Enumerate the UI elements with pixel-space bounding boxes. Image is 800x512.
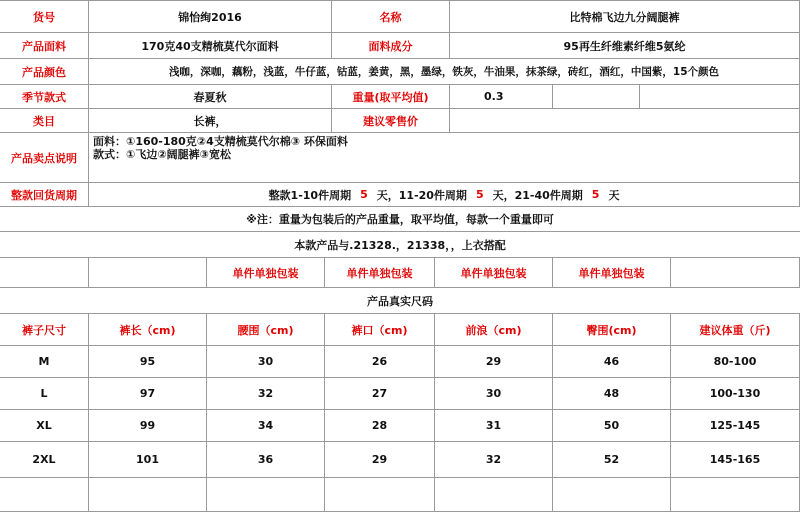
packaging-note: 单件单独包装 [325,258,435,287]
size-cell: 101 [89,442,207,477]
row-category [0,109,800,133]
size-cell: 28 [325,410,435,441]
value-selling-points [89,133,800,182]
empty-cell [0,258,89,287]
label-product-name: 名称 [332,1,450,32]
label-retail-price: 建议零售价 [332,109,450,132]
weight-note: ※注：重量为包装后的产品重量，取平均值，每款一个重量即可 [246,213,554,226]
size-cell: 95 [89,346,207,377]
row-item-number [0,0,800,33]
match-note: 本款产品与.21328.，21338，，上衣搭配 [294,238,506,252]
size-cell: 36 [207,442,325,477]
row-note [0,207,800,232]
size-cell: 125-145 [671,410,800,441]
size-header: 裤口（cm) [325,314,435,345]
size-header: 腰围（cm) [207,314,325,345]
size-cell: L [0,378,89,409]
size-cell: 2XL [0,442,89,477]
lead-time-days-3: 5 [591,188,600,201]
row-season [0,85,800,109]
size-cell: 27 [325,378,435,409]
label-fabric: 产品面料 [0,33,89,58]
empty-cell [640,85,800,108]
size-cell: 52 [553,442,671,477]
lead-time-days-1: 5 [360,188,368,201]
size-cell: 145-165 [671,442,800,477]
empty-cell [435,478,553,511]
size-cell: 80-100 [671,346,800,377]
size-cell: 97 [89,378,207,409]
row-packaging [0,258,800,288]
lead-time-text-2: 天，11-20件周期 [376,188,467,202]
label-lead-time: 整款回货周期 [0,183,89,206]
size-header: 臀围(cm) [553,314,671,345]
size-cell: 34 [207,410,325,441]
lead-time-text-4: 天 [608,188,620,202]
packaging-note: 单件单独包装 [435,258,553,287]
size-cell: 46 [553,346,671,377]
value-fabric: 170克40支精梳莫代尔面料 [89,33,332,58]
empty-cell [207,478,325,511]
size-cell: 30 [207,346,325,377]
value-product-name: 比特棉飞边九分阔腿裤 [450,1,800,32]
table-row [0,442,800,478]
label-category: 类目 [0,109,89,132]
size-header: 前浪（cm) [435,314,553,345]
value-season: 春夏秋 [89,85,332,108]
value-weight: 0.3 [450,85,553,108]
size-header: 裤长（cm) [89,314,207,345]
size-cell: 26 [325,346,435,377]
size-cell: 32 [207,378,325,409]
size-cell: 31 [435,410,553,441]
size-cell: 100-130 [671,378,800,409]
lead-time-days-2: 5 [475,188,484,201]
empty-cell [553,85,640,108]
value-composition: 95再生纤维素纤维5氨纶 [450,33,800,58]
row-colors [0,59,800,85]
empty-cell [671,478,800,511]
value-retail-price [450,109,800,132]
size-cell: M [0,346,89,377]
row-match [0,232,800,258]
table-row [0,410,800,442]
lead-time-text-1: 整款1-10件周期 [268,188,352,202]
packaging-note: 单件单独包装 [553,258,671,287]
table-row [0,346,800,378]
size-cell: 30 [435,378,553,409]
value-colors: 浅咖，深咖，藕粉，浅蓝，牛仔蓝，钴蓝，姜黄，黑，墨绿，铁灰，牛油果，抹茶绿，砖红，酒红，中国紫，15个颜色 [89,59,800,84]
label-weight: 重量(取平均值) [332,85,450,108]
label-selling-points: 产品卖点说明 [0,133,89,182]
label-season: 季节款式 [0,85,89,108]
label-composition: 面料成分 [332,33,450,58]
size-cell: 50 [553,410,671,441]
value-category: 长裤， [89,109,332,132]
size-header: 裤子尺寸 [0,314,89,345]
selling-point-style: 款式：①飞边②阔腿裤③宽松 [93,148,231,161]
size-header: 建议体重（斤) [671,314,800,345]
size-table-header [0,314,800,346]
size-cell: 32 [435,442,553,477]
empty-cell [89,478,207,511]
size-cell: XL [0,410,89,441]
table-row-empty [0,478,800,512]
empty-cell [325,478,435,511]
empty-cell [0,478,89,511]
empty-cell [89,258,207,287]
packaging-note: 单件单独包装 [207,258,325,287]
size-table-title: 产品真实尺码 [367,294,433,308]
selling-point-fabric: 面料：①160-180克②4支精梳莫代尔棉③ 环保面料 [93,135,348,148]
lead-time-text-3: 天，21-40件周期 [492,188,583,202]
empty-cell [671,258,800,287]
row-selling-points [0,133,800,183]
value-item-number: 锦怡绚2016 [89,1,332,32]
row-lead-time [0,183,800,207]
label-item-number: 货号 [0,1,89,32]
empty-cell [553,478,671,511]
size-cell: 99 [89,410,207,441]
size-cell: 29 [435,346,553,377]
label-colors: 产品颜色 [0,59,89,84]
row-size-title [0,288,800,314]
table-row [0,378,800,410]
size-cell: 29 [325,442,435,477]
value-lead-time [89,183,800,206]
size-cell: 48 [553,378,671,409]
row-fabric [0,33,800,59]
